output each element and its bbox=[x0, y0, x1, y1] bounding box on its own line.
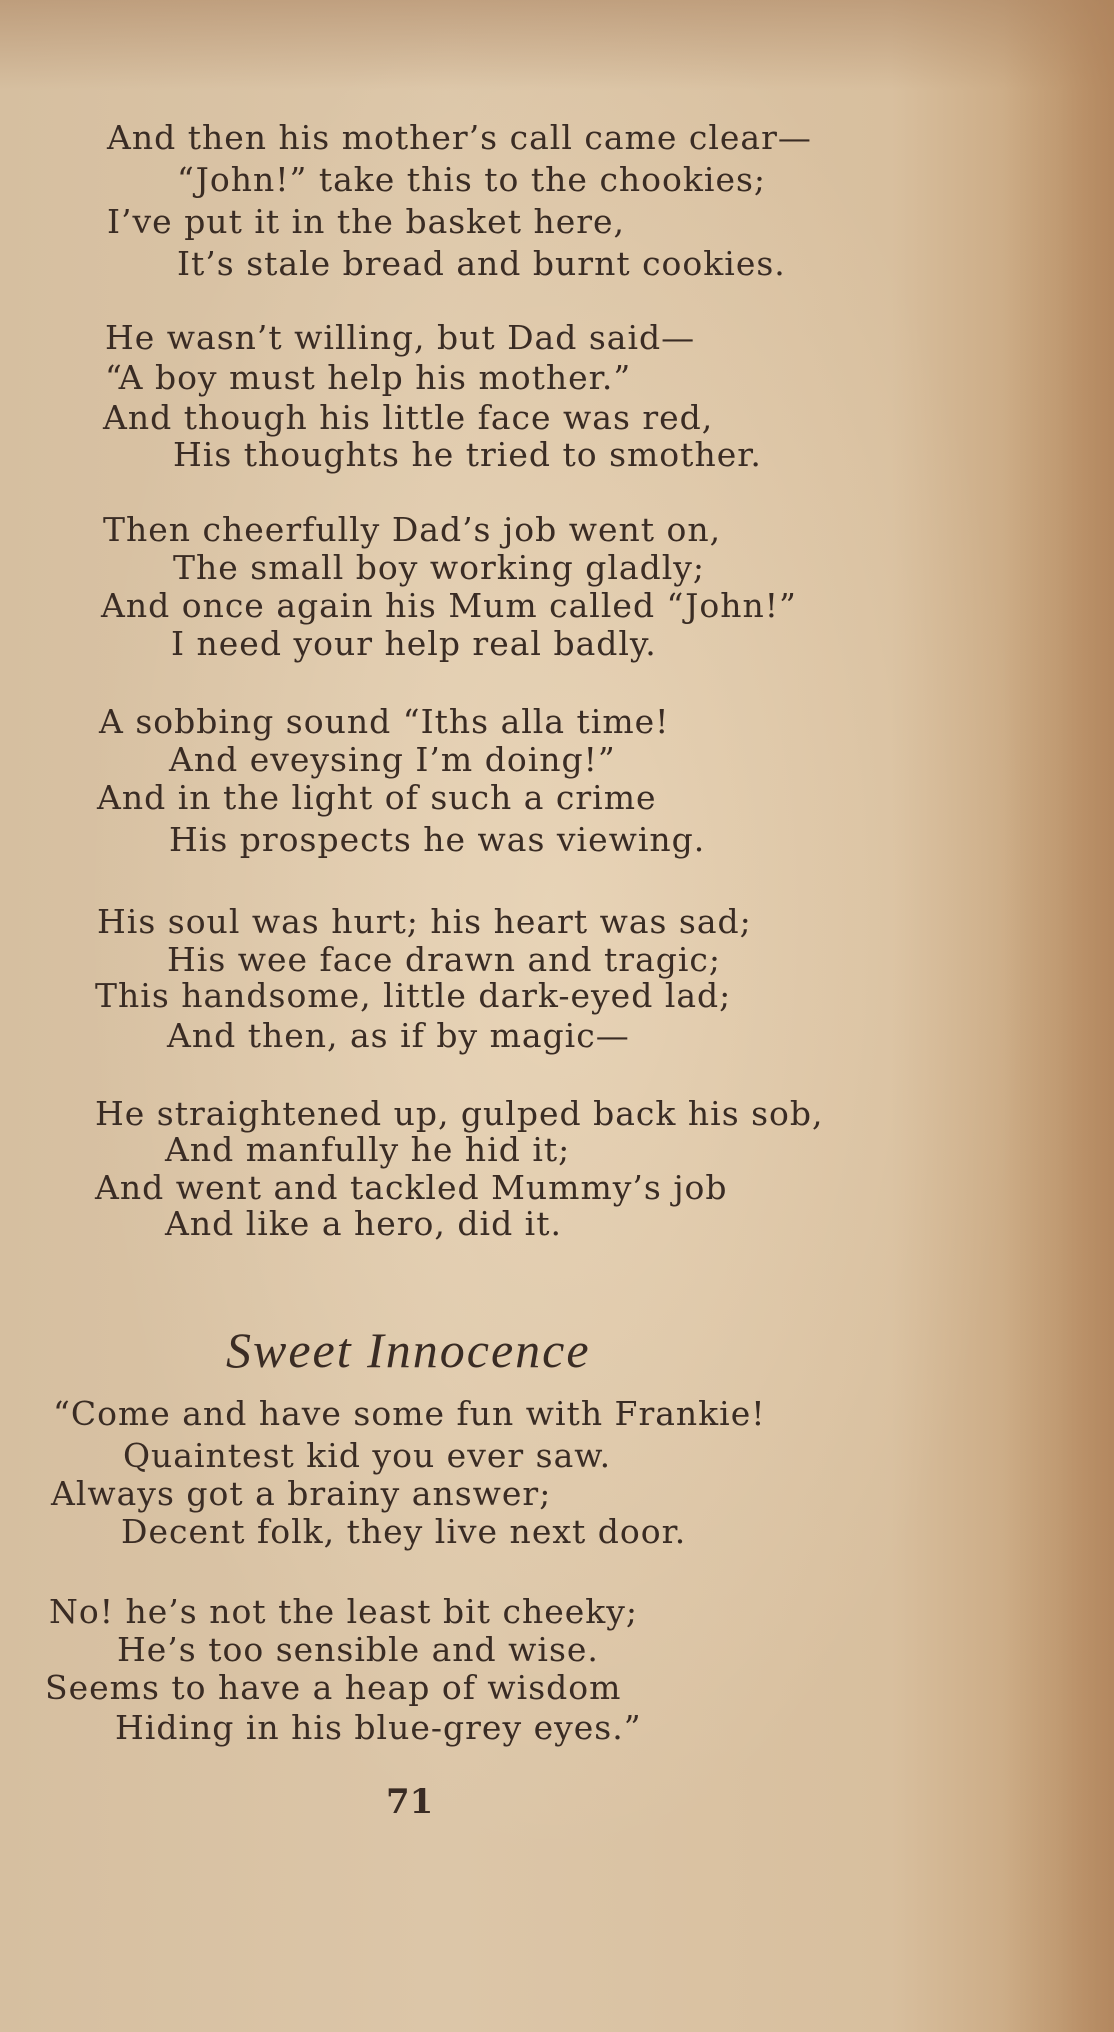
poem-line: A sobbing sound “Iths alla time! bbox=[99, 702, 670, 741]
poem-line: Hiding in his blue-grey eyes.” bbox=[115, 1708, 642, 1747]
poem-title: Sweet Innocence bbox=[226, 1322, 591, 1378]
poem-line: His soul was hurt; his heart was sad; bbox=[97, 902, 752, 941]
poem-line: And eveysing I’m doing!” bbox=[169, 740, 616, 779]
poem-line: The small boy working gladly; bbox=[173, 548, 706, 587]
poem-line: And in the light of such a crime bbox=[97, 778, 657, 817]
poem-line: Decent folk, they live next door. bbox=[121, 1512, 687, 1551]
poem-line: Quaintest kid you ever saw. bbox=[123, 1436, 612, 1475]
poem-line: And then his mother’s call came clear— bbox=[107, 118, 812, 157]
poem-line: And went and tackled Mummy’s job bbox=[95, 1168, 728, 1207]
poem-line: “Come and have some fun with Frankie! bbox=[53, 1394, 766, 1433]
poem-line: “John!” take this to the chookies; bbox=[177, 160, 767, 199]
poem-line: “A boy must help his mother.” bbox=[105, 358, 632, 397]
poem-line: He wasn’t willing, but Dad said— bbox=[105, 318, 696, 357]
poem-line: Always got a brainy answer; bbox=[51, 1474, 552, 1513]
poem-line: This handsome, little dark-eyed lad; bbox=[95, 976, 732, 1015]
poem-line: I’ve put it in the basket here, bbox=[107, 202, 626, 241]
poem-line: He’s too sensible and wise. bbox=[117, 1630, 599, 1669]
poem-line: I need your help real badly. bbox=[171, 624, 657, 663]
poem-line: And then, as if by magic— bbox=[167, 1016, 630, 1055]
poem-line: No! he’s not the least bit cheeky; bbox=[49, 1592, 639, 1631]
poem-line: He straightened up, gulped back his sob, bbox=[95, 1094, 824, 1133]
poem-line: And once again his Mum called “John!” bbox=[101, 586, 797, 625]
poem-line: And manfully he hid it; bbox=[165, 1130, 571, 1169]
poem-line: Then cheerfully Dad’s job went on, bbox=[103, 510, 722, 549]
poem-line: His prospects he was viewing. bbox=[169, 820, 706, 859]
page-number: 71 bbox=[386, 1782, 434, 1822]
poem-line: And though his little face was red, bbox=[103, 398, 714, 437]
poem-line: His wee face drawn and tragic; bbox=[167, 940, 722, 979]
poem-line: His thoughts he tried to smother. bbox=[173, 435, 762, 474]
poem-line: Seems to have a heap of wisdom bbox=[45, 1668, 622, 1707]
poem-line: It’s stale bread and burnt cookies. bbox=[177, 244, 786, 283]
poem-line: And like a hero, did it. bbox=[165, 1204, 562, 1243]
